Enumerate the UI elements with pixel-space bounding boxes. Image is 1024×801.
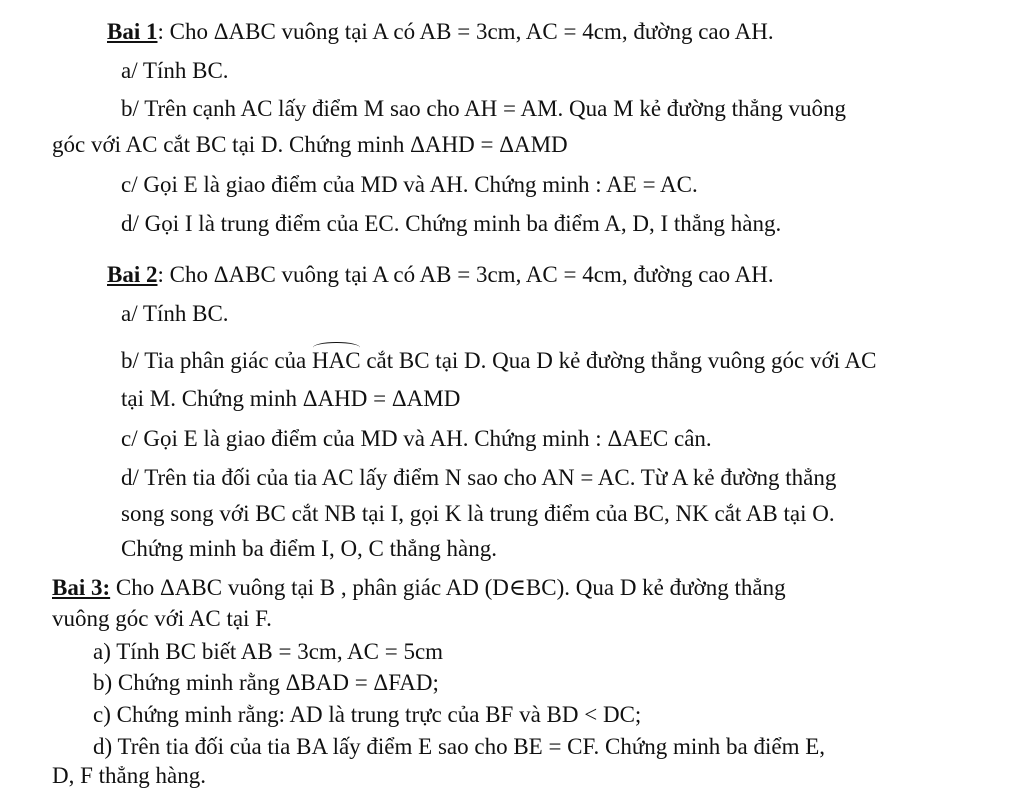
bai1-part-a: a/ Tính BC. [121, 58, 229, 83]
bai2-part-c: c/ Gọi E là giao điểm của MD và AH. Chứng minh : ΔAEC cân. [121, 426, 712, 451]
bai1-statement: : Cho ΔABC vuông tại A có AB = 3cm, AC = 4cm, đường cao AH. [157, 19, 774, 44]
bai3-part-d-line1: d) Trên tia đối của tia BA lấy điểm E sao cho BE = CF. Chứng minh ba điểm E, [93, 734, 826, 759]
bai2-part-a: a/ Tính BC. [121, 301, 229, 326]
bai2-heading [107, 261, 774, 289]
bai2-label: Bai 2 [107, 262, 158, 287]
bai2-part-b-prefix: b/ Tia phân giác của [121, 348, 312, 373]
bai3-heading-line2: vuông góc với AC tại F. [52, 606, 272, 631]
bai1-label: Bai 1 [107, 19, 158, 44]
bai3-part-c: c) Chứng minh rằng: AD là trung trực của BF và BD < DC; [93, 702, 642, 727]
bai2-part-b-line2: tại M. Chứng minh ΔAHD = ΔAMD [121, 386, 461, 411]
bai3-statement: Cho ΔABC vuông tại B , phân giác AD (D∈BC). Qua D kẻ đường thẳng [110, 575, 786, 600]
bai1-part-b-line1: b/ Trên cạnh AC lấy điểm M sao cho AH = AM. Qua M kẻ đường thẳng vuông [121, 96, 847, 121]
bai3-label: Bai 3: [52, 575, 111, 600]
bai3-part-b: b) Chứng minh rằng ΔBAD = ΔFAD; [93, 670, 439, 695]
bai1-part-c: c/ Gọi E là giao điểm của MD và AH. Chứng minh : AE = AC. [121, 172, 698, 197]
bai2-part-b-suffix: cắt BC tại D. Qua D kẻ đường thẳng vuông góc với AC [360, 348, 877, 373]
bai3-part-d-line2: D, F thẳng hàng. [52, 763, 206, 788]
angle-hac: HAC [312, 348, 361, 373]
bai2-part-b-line1 [121, 347, 876, 375]
bai3-heading [52, 574, 786, 602]
bai1-heading [107, 18, 774, 46]
bai1-part-d: d/ Gọi I là trung điểm của EC. Chứng minh ba điểm A, D, I thẳng hàng. [121, 211, 782, 236]
bai2-part-d-line1: d/ Trên tia đối của tia AC lấy điểm N sao cho AN = AC. Từ A kẻ đường thẳng [121, 465, 837, 490]
bai1-part-b-line2: góc với AC cắt BC tại D. Chứng minh ΔAHD = ΔAMD [52, 132, 568, 157]
bai2-part-d-line3: Chứng minh ba điểm I, O, C thẳng hàng. [121, 536, 497, 561]
bai2-statement: : Cho ΔABC vuông tại A có AB = 3cm, AC = 4cm, đường cao AH. [157, 262, 774, 287]
bai2-part-d-line2: song song với BC cắt NB tại I, gọi K là trung điểm của BC, NK cắt AB tại O. [121, 501, 835, 526]
bai3-part-a: a) Tính BC biết AB = 3cm, AC = 5cm [93, 639, 444, 664]
